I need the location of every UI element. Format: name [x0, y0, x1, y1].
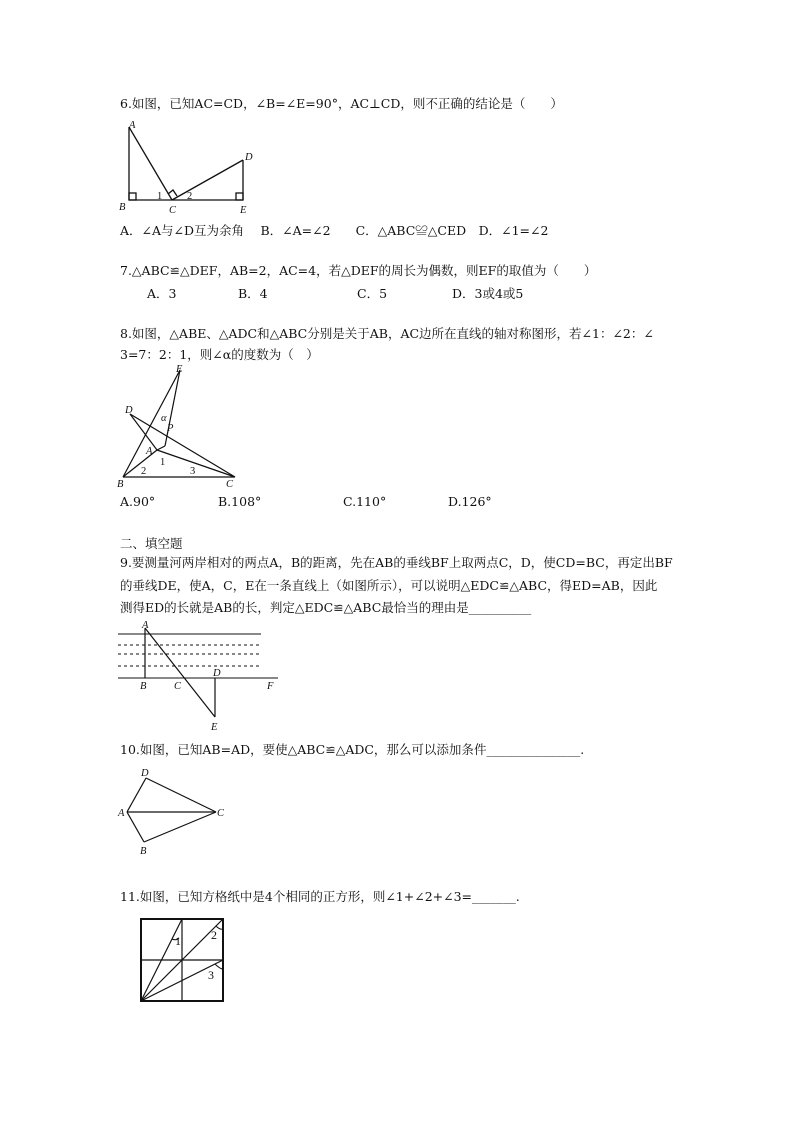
q11-angle-arc-2 — [216, 926, 223, 929]
q10-segment-ab — [127, 812, 144, 842]
q6-angle-2: 2 — [187, 191, 193, 202]
q11-angle-1: 1 — [175, 934, 181, 948]
q10-figure — [116, 764, 231, 859]
q8-label-e: E — [176, 364, 183, 375]
q9-line1: 9.要测量河两岸相对的两点A，B的距离，先在AB的垂线BF上取两点C，D，使CD=BC，再定出BF — [120, 555, 673, 570]
q6-options: A．∠A与∠D互为余角 B．∠A=∠2 C．△ABC≌△CED D．∠1=∠2 — [120, 223, 549, 238]
q8-segment-ea — [165, 370, 180, 446]
q8-option-b: B.108° — [218, 494, 262, 509]
q11-angle-arc-3 — [215, 964, 223, 969]
q7-option-b: B．4 — [238, 286, 268, 301]
q7-option-c: C．5 — [357, 286, 388, 301]
q8-label-alpha: α — [161, 413, 167, 424]
q8-label-b: B — [117, 479, 124, 490]
q8-label-d: D — [125, 405, 133, 416]
q6-label-e: E — [240, 205, 247, 216]
q6-right-angle-e — [236, 193, 243, 200]
q10-label-b: B — [140, 846, 147, 857]
q6-right-angle-b — [129, 193, 136, 200]
q6-segment-ac — [129, 127, 172, 200]
q10-segment-dc — [146, 778, 216, 812]
q10-segment-bc — [144, 812, 216, 842]
q7-option-d: D．3或4或5 — [452, 286, 524, 301]
q7-stem: 7.△ABC≌△DEF，AB=2，AC=4，若△DEF的周长为偶数，则EF的取值为（ ） — [120, 263, 597, 278]
q9-line3: 测得ED的长就是AB的长，判定△EDC≌△ABC最恰当的理由是__________ — [120, 600, 532, 615]
q6-label-a: A — [129, 120, 136, 131]
q9-label-b: B — [140, 681, 147, 692]
q6-stem: 6.如图，已知AC=CD，∠B=∠E=90°，AC⊥CD，则不正确的结论是（ ） — [120, 96, 563, 111]
q6-segment-cd — [172, 160, 243, 200]
q8-angle-1: 1 — [160, 457, 166, 468]
section-title: 二、填空题 — [120, 536, 183, 551]
q9-figure — [116, 620, 281, 735]
q11-angle-3: 3 — [208, 968, 214, 982]
q8-angle-2: 2 — [141, 466, 147, 477]
q8-segment-short — [157, 446, 165, 450]
q9-line2: 的垂线DE，使A，C，E在一条直线上（如图所示），可以说明△EDC≌△ABC，得ED=AB，因此 — [120, 578, 658, 593]
q9-label-a: A — [142, 620, 149, 631]
q7-option-a: A．3 — [147, 286, 177, 301]
q9-label-e: E — [211, 722, 218, 733]
q9-label-d: D — [213, 668, 221, 679]
q8-option-c: C.110° — [343, 494, 387, 509]
q6-label-b: B — [119, 202, 126, 213]
q8-stem-line1: 8.如图，△ABE、△ADC和△ABC分别是关于AB，AC边所在直线的轴对称图形，若∠1：∠2：∠ — [120, 326, 654, 341]
q8-label-c: C — [226, 479, 234, 490]
q10-segment-ad — [127, 778, 146, 812]
q8-segment-da — [130, 414, 157, 450]
q10-label-d: D — [141, 768, 149, 779]
q6-label-c: C — [169, 205, 177, 216]
q8-option-a: A.90° — [120, 494, 156, 509]
q8-label-p: P — [167, 423, 174, 434]
q6-angle-1: 1 — [157, 191, 163, 202]
q10-label-a: A — [118, 808, 125, 819]
q11-angle-2: 2 — [211, 928, 217, 942]
q11-stem: 11.如图，已知方格纸中是4个相同的正方形，则∠1+∠2+∠3=_______. — [120, 889, 520, 904]
q9-label-c: C — [174, 681, 182, 692]
q8-angle-3: 3 — [190, 466, 196, 477]
q8-stem-line2: 3=7：2：1，则∠α的度数为（ ） — [120, 347, 319, 362]
q6-label-d: D — [245, 152, 253, 163]
q11-figure — [136, 912, 231, 1007]
q10-stem: 10.如图，已知AB=AD，要使△ABC≌△ADC，那么可以添加条件_______________. — [120, 742, 585, 757]
q8-label-a: A — [146, 446, 153, 457]
q6-figure — [112, 118, 262, 218]
q9-segment-ae — [145, 628, 215, 717]
q10-label-c: C — [217, 808, 225, 819]
q9-label-f: F — [267, 681, 274, 692]
q8-option-d: D.126° — [448, 494, 492, 509]
q8-figure — [116, 362, 246, 492]
